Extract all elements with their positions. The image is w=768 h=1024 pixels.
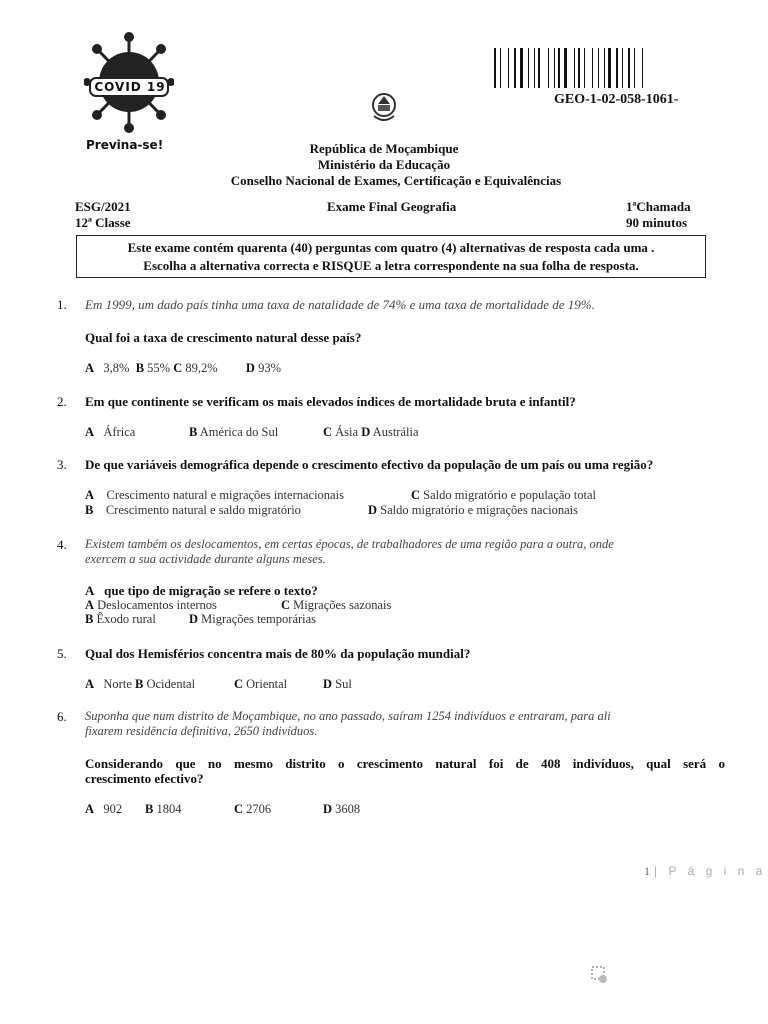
scan-tool-icon[interactable]: [590, 965, 610, 990]
exam-code: GEO-1-02-058-1061-: [554, 92, 679, 107]
question-context: exercem a sua actividade durante alguns meses.: [85, 552, 326, 566]
question-text: De que variáveis demográfica depende o crescimento efectivo da população de um país ou uma região?: [85, 457, 654, 472]
question-number: 5.: [57, 646, 67, 661]
question-text: Qual foi a taxa de crescimento natural desse país?: [85, 330, 362, 345]
question-text: Qual dos Hemisférios concentra mais de 80% da população mundial?: [85, 646, 471, 661]
barcode-bars: [494, 48, 704, 88]
question-context: Existem também os deslocamentos, em certas épocas, de trabalhadores de uma região para a outra, onde: [85, 537, 614, 551]
exam-class: 12ª Classe: [75, 215, 131, 230]
logo-slogan: Previna-se!: [86, 138, 164, 152]
question-context: Em 1999, um dado país tinha uma taxa de natalidade de 74% e uma taxa de mortalidade de 19%.: [85, 297, 595, 312]
question-number: 2.: [57, 394, 67, 409]
instructions-line-2: Escolha a alternativa correcta e RISQUE a letra correspondente na sua folha de resposta.: [143, 258, 639, 273]
header-republic: República de Moçambique: [309, 141, 459, 156]
question-text: Considerando que no mesmo distrito o crescimento natural foi de 408 indivíduos, qual será o: [85, 756, 725, 771]
question-number: 6.: [57, 709, 67, 724]
question-number: 1.: [57, 297, 67, 312]
question-context: Suponha que num distrito de Moçambique, no ano passado, saíram 1254 indivíduos e entraram, para ali: [85, 709, 611, 723]
exam-year: ESG/2021: [75, 199, 131, 214]
instructions-box: [76, 235, 706, 278]
question-context: fixarem residência definitiva, 2650 indivíduos.: [85, 724, 318, 738]
instructions-line-1: Este exame contém quarenta (40) perguntas com quatro (4) alternativas de resposta cada uma .: [127, 240, 655, 255]
question-text: crescimento efectivo?: [85, 771, 204, 786]
question-number: 4.: [57, 537, 67, 552]
question-options: A 3,8% B 55% C 89,2% D 93%: [85, 361, 281, 375]
question-options: A Crescimento natural e migrações internacionais B Crescimento natural e saldo migratório C Saldo migratório e população total D Saldo migratório e migrações nacionais: [85, 488, 597, 517]
question-text: Em que continente se verificam os mais elevados índices de mortalidade bruta e infantil?: [85, 394, 576, 409]
barcode: [494, 48, 704, 88]
exam-duration: 90 minutos: [626, 215, 688, 230]
question-options: A Deslocamentos internos B Êxodo rural C Migrações sazonais D Migrações temporárias: [85, 598, 392, 626]
exam-session: 1ªChamada: [626, 199, 691, 214]
header-council: Conselho Nacional de Exames, Certificação e Equivalências: [230, 173, 562, 188]
question-text: A que tipo de migração se refere o texto?: [85, 583, 318, 598]
page-number: 1 | P á g i n a: [644, 864, 767, 878]
exam-title: Exame Final Geografia: [327, 199, 457, 214]
header-ministry: Ministério da Educação: [317, 157, 451, 172]
coat-of-arms-emblem: [368, 90, 400, 129]
covid-logo: [84, 30, 174, 150]
covid-label: COVID 19: [94, 80, 166, 94]
question-number: 3.: [57, 457, 67, 472]
